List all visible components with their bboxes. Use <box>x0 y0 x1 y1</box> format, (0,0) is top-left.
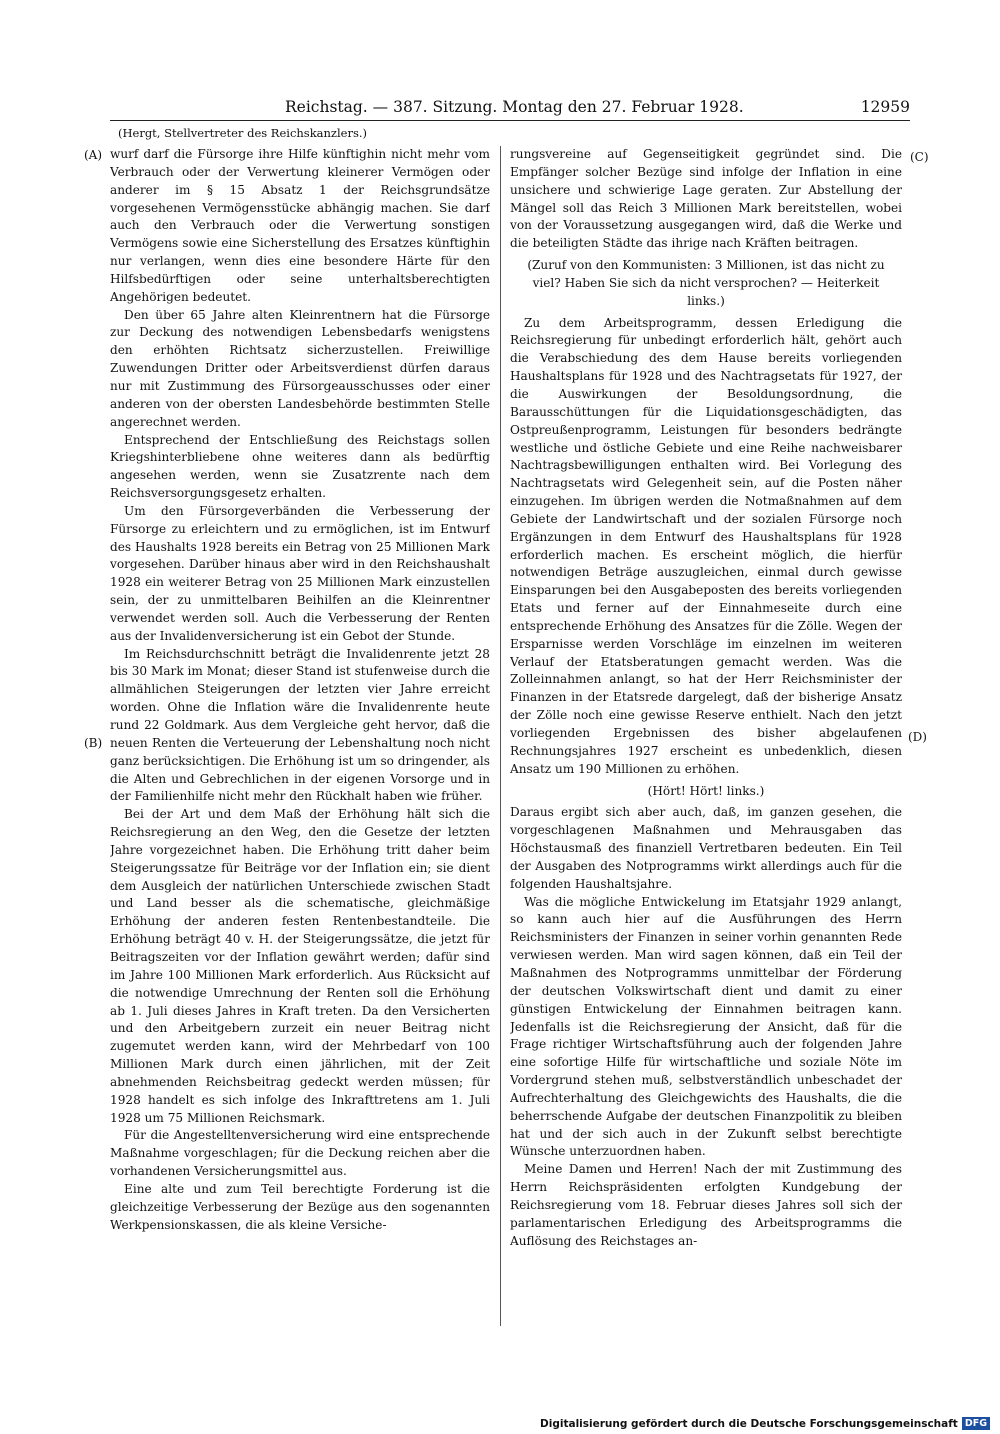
header-title: Reichstag. — 387. Sitzung. Montag den 27. Februar 1928. <box>285 98 744 116</box>
paragraph: Entsprechend der Entschließung des Reichstags sollen Kriegshinterbliebene ohne weiteres dann als bedürftig angesehen werden, wenn sie Zusatzrente nach dem Reichsversorgungsgesetz erhalten. <box>110 432 490 501</box>
margin-marker-d: (D) <box>908 730 927 744</box>
header-rule <box>110 120 910 121</box>
interjection: (Hört! Hört! links.) <box>647 783 765 798</box>
margin-marker-c: (C) <box>910 150 929 164</box>
interjection: (Zuruf von den Kommunisten: 3 Millionen, ist das nicht zu viel? Haben Sie sich da nicht versprochen? — Heiterkeit links.) <box>527 258 885 308</box>
paragraph: Um den Fürsorgeverbänden die Verbesserung der Fürsorge zu erleichtern und zu ermöglichen, ist im Entwurf des Haushalts 1928 bereits ein Betrag von 25 Millionen Mark vorgesehen. Darüber hinaus aber wird in den Reichshaushalt 1928 ein weiterer Betrag von 25 Millionen Mark einzustellen sein, der zu unmittelbaren Beihilfen an die Kleinrentner verwendet werden soll. Auch die Verbesserung der Renten aus der Invalidenversicherung ist ein Gebot der Stunde. <box>110 503 490 643</box>
paragraph: Für die Angestelltenversicherung wird eine entsprechende Maßnahme vorgeschlagen; für die Deckung reichen aber die vorhandenen Versicherungsmittel aus. <box>110 1128 490 1179</box>
paragraph: Daraus ergibt sich aber auch, daß, im ganzen gesehen, die vorgeschlagenen Maßnahmen und Mehrausgaben das Höchstausmaß des finanziell Vertretbaren bedeuten. Ein Teil der Ausgaben des Notprogramms wirkt allerdings auch für die folgenden Haushaltsjahre. <box>510 805 902 891</box>
speaker-line: (Hergt, Stellvertreter des Reichskanzlers.) <box>118 126 368 140</box>
dfg-logo: DFG <box>962 1417 990 1430</box>
paragraph: Zu dem Arbeitsprogramm, dessen Erledigung die Reichsregierung für unbedingt erforderlich hält, gehört auch die Verabschiedung des dem Hause bereits vorliegenden Haushaltsplans für 1928 und des Nachtragsetats für 1927, der die Auswirkungen der Besoldungsordnung, die Barausschüttungen für die Liquidationsgeschädigten, das Ostpreußenprogramm, Leistungen für besonders bedrängte westliche und östliche Gebiete und eine Reihe nachweisbarer Nachtragsbewilligungen enthalten wird. Bei Vorlegung des Nachtragsetats wird Gelegenheit sein, auf die Posten näher einzugehen. Im übrigen werden die Notmaßnahmen auf dem Gebiete der Landwirtschaft und der sozialen Fürsorge noch Ergänzungen in dem Entwurf des Haushaltsplans für 1928 erforderlich machen. Es erscheint möglich, die hierfür notwendigen Beträge auszugleichen, einmal durch gewisse Einsparungen bei den Ausgabeposten des bereits vorliegenden Etats und ferner auf der Einnahmeseite durch eine entsprechende Erhöhung des Ansatzes für die Zölle. Wegen der Ersparnisse werden Vorschläge im einzelnen im weiteren Verlauf der Etatsberatungen gemacht werden. Was die Zolleinnahmen anlangt, so hat der Herr Reichsminister der Finanzen in der Etatsrede dargelegt, daß der bisherige Ansatz der Zölle noch eine gewisse Reserve enthielt. Nach den jetzt vorliegenden Ergebnissen des bisher abgelaufenen Rechnungsjahres 1927 erscheint es unbedenklich, diesen Ansatz um 190 Millionen zu erhöhen. <box>510 315 902 776</box>
margin-marker-a: (A) <box>84 148 103 162</box>
paragraph: rungsvereine auf Gegenseitigkeit gegründet sind. Die Empfänger solcher Bezüge sind infolge der Inflation in eine unsichere und schwierige Lage geraten. Zur Abstellung der Mängel soll das Reich 3 Millionen Mark bereitstellen, wobei von der Voraussetzung ausgegangen wird, daß die Werke und die beteiligten Städte das ihrige nach Kräften beitragen. <box>510 147 902 251</box>
right-column <box>510 146 902 1326</box>
page-header <box>110 98 910 122</box>
footer-text: Digitalisierung gefördert durch die Deutsche Forschungsgemeinschaft <box>540 1417 958 1430</box>
left-column <box>110 146 490 1326</box>
paragraph: wurf darf die Fürsorge ihre Hilfe künftighin nicht mehr vom Verbrauch oder der Verwertung kleinerer Vermögen oder anderer im § 15 Absatz 1 der Reichsgrundsätze vorgesehenen Vermögensstücke abhängig machen. Sie darf auch den Verbrauch oder die Verwertung sonstigen Vermögens sowie eine Sicherstellung des Ersatzes künftighin nur verlangen, wenn dies eine besondere Härte für den Hilfsbedürftigen oder seine unterhaltsberechtigten Angehörigen bedeutet. <box>110 147 490 304</box>
paragraph: Was die mögliche Entwickelung im Etatsjahr 1929 anlangt, so kann auch hier auf die Ausführungen des Herrn Reichsministers der Finanzen in seiner vorhin genannten Rede verwiesen werden. Man wird sagen können, daß ein Teil der Maßnahmen des Notprogramms unmittelbar der Förderung der deutschen Volkswirtschaft dient und damit zu einer günstigen Entwickelung der Einnahmen beitragen kann. Jedenfalls ist die Reichsregierung der Ansicht, daß für die Frage richtiger Wirtschaftsführung auch der folgenden Jahre eine sofortige Hilfe für wirtschaftliche und soziale Nöte im Vordergrund stehen muß, selbstverständlich unbeschadet der Aufrechterhaltung des Gleichgewichts des Haushalts, die die beherrschende Aufgabe der deutschen Finanzpolitik zu bleiben hat und der sich auch in der Zukunft selbst berechtigte Wünsche unterzuordnen haben. <box>510 894 902 1159</box>
digitization-footer <box>540 1417 990 1430</box>
paragraph: Eine alte und zum Teil berechtigte Forderung ist die gleichzeitige Verbesserung der Bezüge aus den sogenannten Werkpensionskassen, die als kleine Versiche- <box>110 1181 490 1232</box>
column-divider <box>500 146 501 1326</box>
paragraph: Bei der Art und dem Maß der Erhöhung hält sich die Reichsregierung an den Weg, den die Gesetze der letzten Jahre vorgezeichnet haben. Die Erhöhung tritt daher beim Steigerungssatze für Beiträge vor der Inflation ein; sie dient dem Ausgleich der natürlichen Unterschiede zwischen Stadt und Land besser als die schematische, gleichmäßige Erhöhung der anderen festen Rentenbestandteile. Die Erhöhung beträgt 40 v. H. der Steigerungssätze, die jetzt für Beitragszeiten vor der Inflation gewährt werden; dafür sind im Jahre 100 Millionen Mark erforderlich. Aus Rücksicht auf die notwendige Umrechnung der Renten soll die Erhöhung ab 1. Juli dieses Jahres in Kraft treten. Da den Versicherten und den Arbeitgebern zurzeit ein neuer Beitrag nicht zugemutet werden kann, wird der Mehrbedarf von 100 Millionen Mark durch einen jährlichen, mit der Zeit abnehmenden Reichsbeitrag gedeckt werden müssen; für 1928 handelt es sich infolge des Inkrafttretens am 1. Juli 1928 um 75 Millionen Reichsmark. <box>110 807 490 1125</box>
margin-marker-b: (B) <box>84 736 103 750</box>
paragraph: Den über 65 Jahre alten Kleinrentnern hat die Fürsorge zur Deckung des notwendigen Lebensbedarfs wenigstens den erhöhten Richtsatz sicherzustellen. Freiwillige Zuwendungen Dritter oder Arbeitsverdienst dürfen daraus nur mit Zustimmung des Fürsorgeausschusses oder einer anderen von der obersten Landesbehörde bestimmten Stelle angerechnet werden. <box>110 307 490 429</box>
page-number: 12959 <box>860 98 910 116</box>
paragraph: Meine Damen und Herren! Nach der mit Zustimmung des Herrn Reichspräsidenten erfolgten Kundgebung der Reichsregierung vom 18. Februar dieses Jahres soll sich der parlamentarischen Erledigung des Arbeitsprogramms die Auflösung des Reichstages an- <box>510 1162 902 1248</box>
paragraph: Im Reichsdurchschnitt beträgt die Invalidenrente jetzt 28 bis 30 Mark im Monat; dieser Stand ist stufenweise durch die allmählichen Steigerungen der letzten vier Jahre erreicht worden. Ohne die Inflation wäre die Invalidenrente heute rund 22 Goldmark. Aus dem Vergleiche geht hervor, daß die neuen Renten die Verteuerung der Lebenshaltung noch nicht ganz berücksichtigen. Die Erhöhung ist um so dringender, als die Alten und Gebrechlichen in der eigenen Vorsorge und in der Familienhilfe nicht mehr den Rückhalt haben wie früher. <box>110 646 490 804</box>
